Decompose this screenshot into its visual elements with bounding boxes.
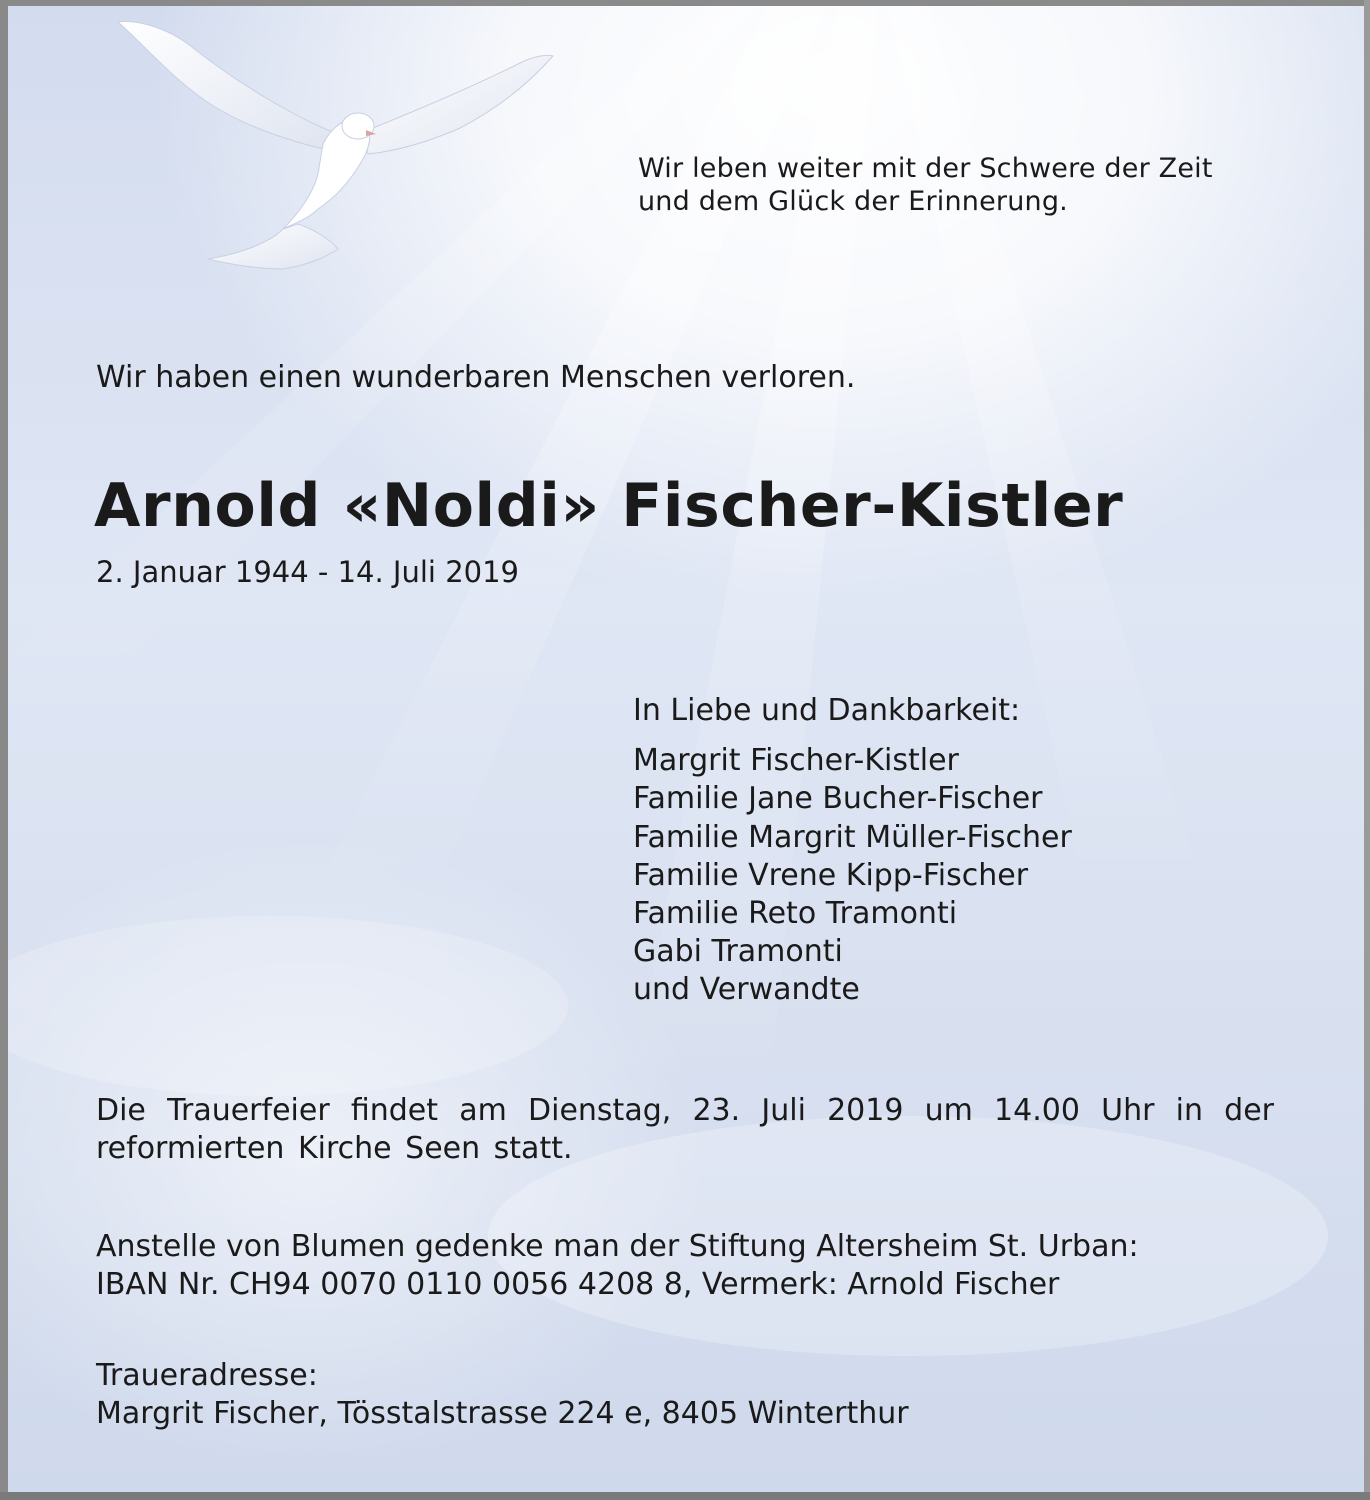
quote-line-2: und dem Glück der Erinnerung. (638, 186, 1068, 217)
mourner-item: und Verwandte (633, 972, 860, 1008)
service-info: Die Trauerfeier findet am Dienstag, 23. Juli 2019 um 14.00 Uhr in der reformierten Kirche Seen statt. (96, 1093, 1274, 1166)
frame-left (0, 0, 8, 1500)
mourner-item: Familie Jane Bucher-Fischer (633, 781, 1043, 817)
mourners-list (633, 692, 1072, 1010)
dove-icon (108, 14, 558, 274)
mourner-item: Familie Reto Tramonti (633, 896, 958, 932)
mourners-heading: In Liebe und Dankbarkeit: (633, 693, 1021, 728)
mourning-address (96, 1357, 909, 1433)
frame-right (1364, 0, 1370, 1500)
frame-bottom (0, 1492, 1370, 1500)
deceased-name: Arnold «Noldi» Fischer-Kistler (94, 471, 1124, 541)
donation-info (96, 1228, 1139, 1304)
donation-line-1: Anstelle von Blumen gedenke man der Stiftung Altersheim St. Urban: (96, 1229, 1139, 1264)
mourner-item: Margrit Fischer-Kistler (633, 743, 959, 779)
address-label: Traueradresse: (96, 1358, 318, 1393)
deceased-dates: 2. Januar 1944 - 14. Juli 2019 (96, 555, 519, 589)
mourner-item: Familie Vrene Kipp-Fischer (633, 857, 1029, 893)
obituary-notice (8, 6, 1364, 1492)
address-value: Margrit Fischer, Tösstalstrasse 224 e, 8405 Winterthur (96, 1396, 909, 1431)
quote (638, 152, 1213, 218)
mourner-item: Gabi Tramonti (633, 934, 843, 970)
intro-text: Wir haben einen wunderbaren Menschen verloren. (96, 360, 856, 395)
mourner-item: Familie Margrit Müller-Fischer (633, 819, 1072, 855)
quote-line-1: Wir leben weiter mit der Schwere der Zeit (638, 153, 1213, 184)
donation-line-2: IBAN Nr. CH94 0070 0110 0056 4208 8, Vermerk: Arnold Fischer (96, 1267, 1060, 1302)
